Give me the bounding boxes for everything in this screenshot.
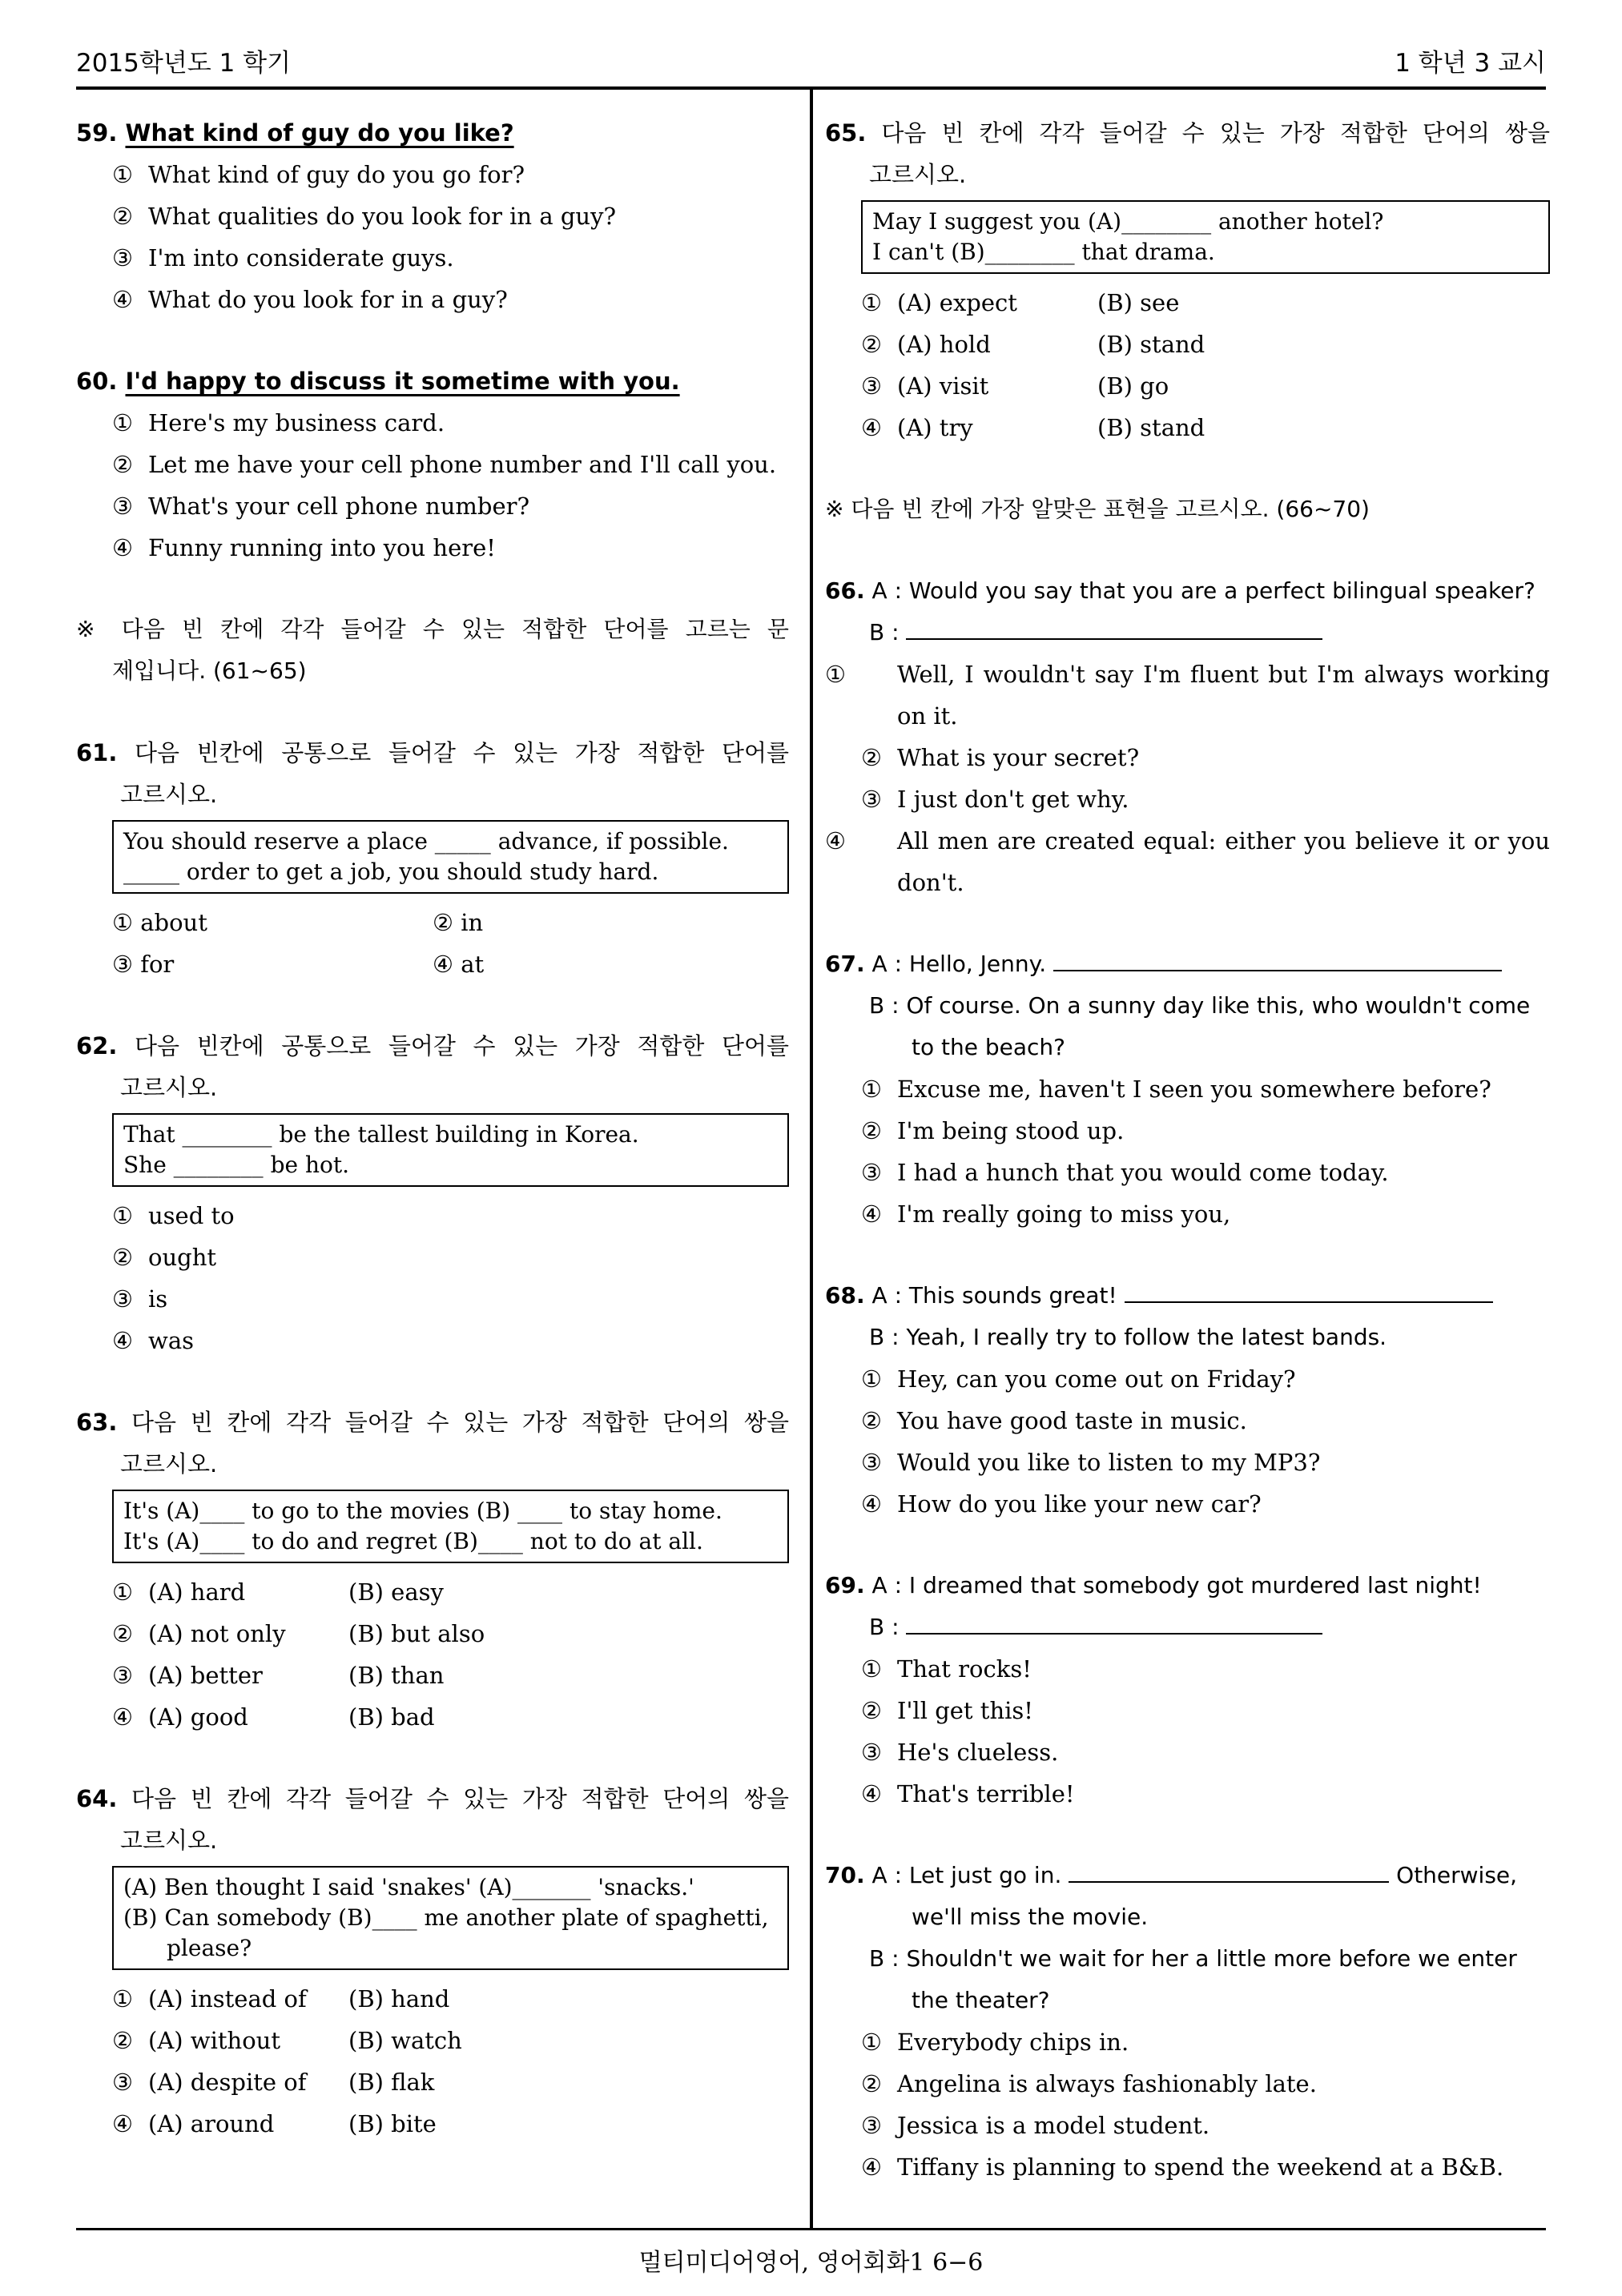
- question-66: 66. A : Would you say that you are a perfect bilingual speaker? B : ① Well, I wouldn't say I'm fluent but I'm always working on it. ② What is your secret? ③ I just don't get why. ④ All men are created equal: either you believe it or you don't.: [825, 570, 1550, 903]
- option-2[interactable]: ② I'm being stood up.: [861, 1117, 1125, 1144]
- left-column: [76, 112, 789, 2145]
- question-61: 61. 다음 빈칸에 공통으로 들어갈 수 있는 가장 적합한 단어를 고르시오. You should reserve a place _____ advance, if possible. _____ order to get a job, you should study hard. ① about ② in ③ for ④ at: [76, 732, 789, 985]
- option-1[interactable]: ① Excuse me, haven't I seen you somewhere before?: [861, 1076, 1491, 1103]
- question-number: 60.: [76, 368, 118, 395]
- answer-blank: [906, 1612, 1322, 1635]
- option-2[interactable]: ② Angelina is always fashionably late.: [861, 2070, 1317, 2097]
- option-3[interactable]: ③ (A) despite of (B) flak: [112, 2069, 435, 2096]
- question-67: 67. A : Hello, Jenny. B : Of course. On a sunny day like this, who wouldn't come to the beach? ① Excuse me, haven't I seen you somewhere before? ② I'm being stood up. ③ I had a hunch that you would come today. ④ I'm really going to miss you,: [825, 943, 1550, 1235]
- option-3[interactable]: ③ Jessica is a model student.: [861, 2112, 1210, 2139]
- question-63: 63. 다음 빈 칸에 각각 들어갈 수 있는 가장 적합한 단어의 쌍을 고르시오. It's (A)____ to go to the movies (B) ____ to stay home. It's (A)____ to do and regret (B)____ not to do at all. ① (A) hard (B) easy ② (A) not only (B) but also ③ (A) better (B) than ④ (A) good (B) bad: [76, 1401, 789, 1738]
- option-4[interactable]: ④ (A) around (B) bite: [112, 2110, 437, 2137]
- header-period: 1 학년 3 교시: [1395, 49, 1546, 78]
- question-title: What kind of guy do you like?: [125, 119, 514, 147]
- question-box: You should reserve a place _____ advance, if possible. _____ order to get a job, you should study hard.: [112, 820, 789, 894]
- option-4[interactable]: ④ (A) try (B) stand: [861, 414, 1205, 441]
- question-59: [76, 112, 789, 320]
- question-62: 62. 다음 빈칸에 공통으로 들어갈 수 있는 가장 적합한 단어를 고르시오. That ________ be the tallest building in Korea. She ________ be hot. ① used to ② ought ③ is ④ was: [76, 1025, 789, 1361]
- question-box: (A) Ben thought I said 'snakes' (A)_______ 'snacks.' (B) Can somebody (B)____ me another plate of spaghetti, please?: [112, 1866, 789, 1970]
- option-2[interactable]: ② (A) without (B) watch: [112, 2027, 462, 2054]
- option-2[interactable]: ② (A) hold (B) stand: [861, 331, 1205, 358]
- answer-blank: [1053, 949, 1502, 971]
- page-footer: 멀티미디어영어, 영어회화1 6−6: [638, 2249, 984, 2277]
- option-1[interactable]: ① used to: [112, 1202, 235, 1229]
- option-2[interactable]: ② (A) not only (B) but also: [112, 1620, 485, 1647]
- question-64: 64. 다음 빈 칸에 각각 들어갈 수 있는 가장 적합한 단어의 쌍을 고르시오. (A) Ben thought I said 'snakes' (A)_______ 'snacks.' (B) Can somebody (B)____ me another plate of spaghetti, please? ① (A) instead of (B) hand ② (A) without (B) watch ③ (A) despite of (B) flak ④ (A) around (B) bite: [76, 1778, 789, 2145]
- question-65: 65. 다음 빈 칸에 각각 들어갈 수 있는 가장 적합한 단어의 쌍을 고르시오. May I suggest you (A)________ another hotel? I can't (B)________ that drama. ① (A) expect (B) see ② (A) hold (B) stand ③ (A) visit (B) go ④ (A) try (B) stand: [825, 112, 1550, 448]
- option-4[interactable]: ④ What do you look for in a guy?: [112, 286, 508, 313]
- option-2[interactable]: ② What qualities do you look for in a guy?: [112, 203, 617, 230]
- option-3[interactable]: ③ for: [112, 951, 175, 978]
- right-column: [825, 112, 1550, 2188]
- header-semester: 2015학년도 1 학기: [76, 49, 292, 78]
- option-1[interactable]: ① Well, I wouldn't say I'm fluent but I'm always working on it.: [825, 661, 1550, 730]
- option-1[interactable]: ① (A) expect (B) see: [861, 289, 1180, 316]
- option-3[interactable]: ③ (A) better (B) than: [112, 1662, 445, 1689]
- option-3[interactable]: ③ Would you like to listen to my MP3?: [861, 1449, 1321, 1476]
- option-4[interactable]: ④ Tiffany is planning to spend the weekend at a B&B.: [861, 2153, 1504, 2181]
- option-1[interactable]: ① (A) instead of (B) hand: [112, 1985, 450, 2013]
- footer-rule: [76, 2228, 1546, 2230]
- answer-blank: [1125, 1281, 1493, 1303]
- instruction-note-66-70: ※ 다음 빈 칸에 가장 알맞은 표현을 고르시오. (66~70): [825, 496, 1370, 522]
- option-3[interactable]: ③ I just don't get why.: [861, 786, 1129, 813]
- instruction-note-61-65: ※ 다음 빈 칸에 각각 들어갈 수 있는 적합한 단어를 고르는 문 제입니다. (61~65): [76, 616, 789, 684]
- question-60: [76, 360, 789, 569]
- option-2[interactable]: ② Let me have your cell phone number and I'll call you.: [112, 451, 777, 478]
- option-2[interactable]: ② in: [433, 909, 484, 936]
- option-3[interactable]: ③ is: [112, 1285, 168, 1313]
- option-3[interactable]: ③ I'm into considerate guys.: [112, 244, 454, 271]
- option-3[interactable]: ③ He's clueless.: [861, 1739, 1059, 1766]
- answer-blank: [906, 617, 1322, 640]
- option-1[interactable]: ① (A) hard (B) easy: [112, 1578, 444, 1606]
- option-3[interactable]: ③ What's your cell phone number?: [112, 493, 530, 520]
- option-4[interactable]: ④ at: [433, 951, 485, 978]
- option-4[interactable]: ④ I'm really going to miss you,: [861, 1200, 1231, 1228]
- option-4[interactable]: ④ That's terrible!: [861, 1780, 1075, 1807]
- option-2[interactable]: ② What is your secret?: [861, 744, 1140, 771]
- option-4[interactable]: ④ Funny running into you here!: [112, 534, 496, 561]
- page-header: [76, 42, 1546, 90]
- question-box: That ________ be the tallest building in Korea. She ________ be hot.: [112, 1113, 789, 1187]
- question-68: 68. A : This sounds great! B : Yeah, I really try to follow the latest bands. ① Hey, can you come out on Friday? ② You have good taste in music. ③ Would you like to listen to my MP3? ④ How do you like your new car?: [825, 1275, 1550, 1525]
- question-box: May I suggest you (A)________ another hotel? I can't (B)________ that drama.: [861, 200, 1550, 274]
- option-3[interactable]: ③ (A) visit (B) go: [861, 372, 1169, 400]
- option-1[interactable]: ① Here's my business card.: [112, 409, 445, 436]
- option-1[interactable]: ① Hey, can you come out on Friday?: [861, 1365, 1296, 1393]
- option-1[interactable]: ① What kind of guy do you go for?: [112, 161, 525, 188]
- option-4[interactable]: ④ How do you like your new car?: [861, 1490, 1262, 1518]
- question-number: 59.: [76, 119, 118, 147]
- option-1[interactable]: ① about: [112, 909, 207, 936]
- option-1[interactable]: ① That rocks!: [861, 1655, 1032, 1683]
- option-1[interactable]: ① Everybody chips in.: [861, 2029, 1129, 2056]
- option-4[interactable]: ④ (A) good (B) bad: [112, 1703, 435, 1731]
- option-4[interactable]: ④ All men are created equal: either you believe it or you don't.: [825, 827, 1550, 896]
- question-70: 70. A : Let just go in. Otherwise, we'll miss the movie. B : Shouldn't we wait for her a little more before we enter the theater? ① Everybody chips in. ② Angelina is always fashionably late. ③ Jessica is a model student. ④ Tiffany is planning to spend the weekend at a B&B.: [825, 1855, 1550, 2188]
- answer-blank: [1069, 1860, 1389, 1883]
- question-title: I'd happy to discuss it sometime with you.: [125, 368, 680, 395]
- option-4[interactable]: ④ was: [112, 1327, 194, 1354]
- option-2[interactable]: ② I'll get this!: [861, 1697, 1033, 1724]
- column-divider: [810, 90, 813, 2228]
- question-69: 69. A : I dreamed that somebody got murdered last night! B : ① That rocks! ② I'll get this! ③ He's clueless. ④ That's terrible!: [825, 1565, 1550, 1815]
- option-2[interactable]: ② You have good taste in music.: [861, 1407, 1247, 1434]
- option-3[interactable]: ③ I had a hunch that you would come today.: [861, 1159, 1389, 1186]
- question-box: It's (A)____ to go to the movies (B) ____ to stay home. It's (A)____ to do and regret (B)____ not to do at all.: [112, 1490, 789, 1563]
- option-2[interactable]: ② ought: [112, 1244, 217, 1271]
